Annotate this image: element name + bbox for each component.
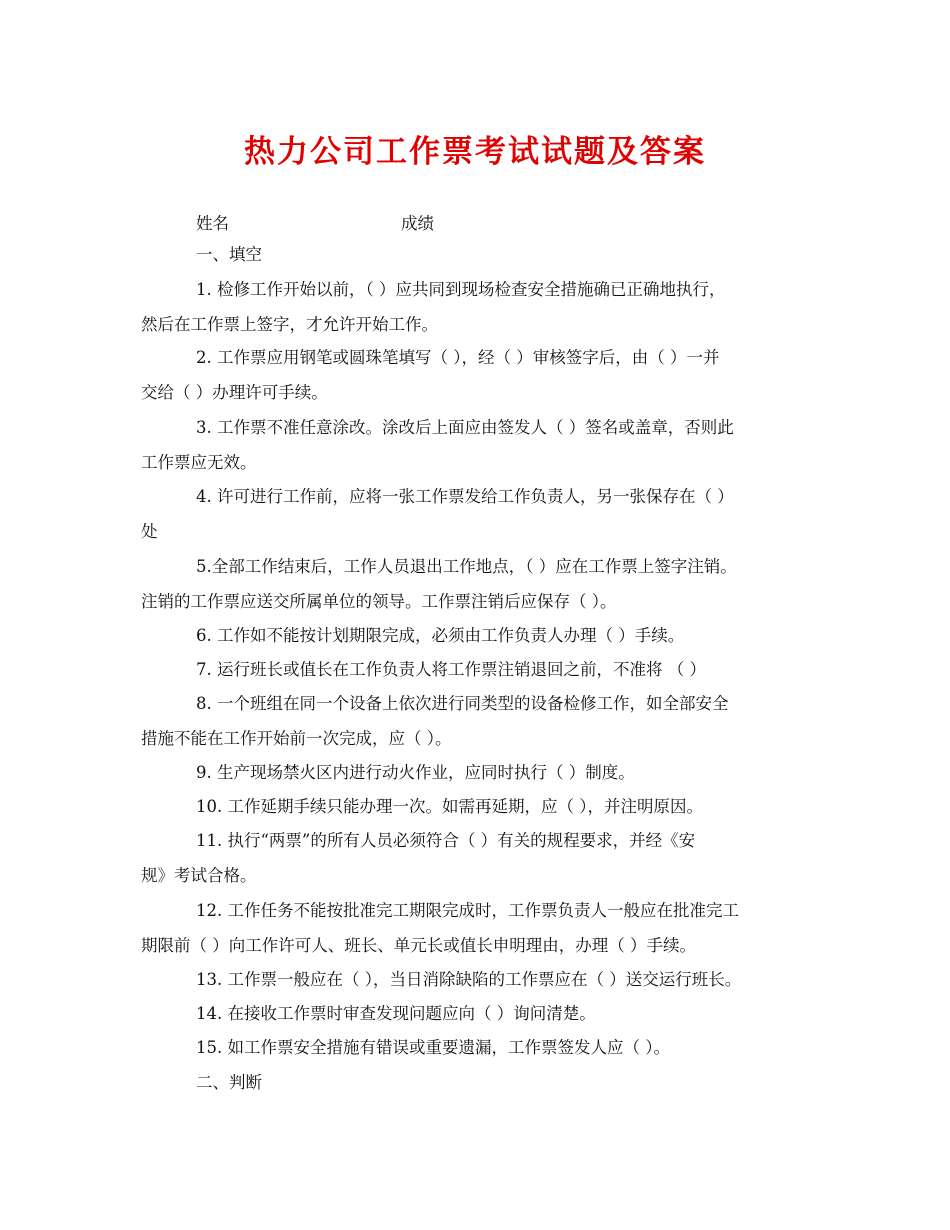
question-line: 7. 运行班长或值长在工作负责人将工作票注销退回之前，不准将 （ ）: [196, 660, 706, 679]
score-field-label: 成绩: [401, 214, 434, 233]
question-line: 6. 工作如不能按计划期限完成，必须由工作负责人办理（ ）手续。: [196, 626, 685, 645]
question-line: 1. 检修工作开始以前，（ ）应共同到现场检查安全措施确已正确地执行，: [196, 280, 726, 299]
question-line: 12. 工作任务不能按批准完工期限完成时，工作票负责人一般应在批准完工: [196, 901, 739, 920]
document-title: 热力公司工作票考试试题及答案: [244, 134, 706, 170]
question-line: 处: [141, 522, 158, 541]
question-line: 措施不能在工作开始前一次完成，应（ ）。: [141, 729, 452, 748]
question-line: 5.全部工作结束后，工作人员退出工作地点，（ ）应在工作票上签字注销。: [196, 557, 737, 576]
question-line: 2. 工作票应用钢笔或圆珠笔填写（ ），经（ ）审核签字后，由（ ）一并: [196, 348, 720, 367]
section-heading-judgment: 二、判断: [196, 1073, 262, 1092]
question-line: 交给（ ）办理许可手续。: [141, 383, 328, 402]
question-line: 10. 工作延期手续只能办理一次。如需再延期，应（ ），并注明原因。: [196, 797, 703, 816]
question-line: 9. 生产现场禁火区内进行动火作业，应同时执行（ ）制度。: [196, 763, 635, 782]
question-line: 规》考试合格。: [141, 866, 257, 885]
question-line: 注销的工作票应送交所属单位的领导。工作票注销后应保存（ ）。: [141, 592, 617, 611]
question-line: 14. 在接收工作票时审查发现问题应向（ ）询问清楚。: [196, 1004, 596, 1023]
section-heading-fill-blank: 一、填空: [196, 245, 262, 264]
question-line: 期限前（ ）向工作许可人、班长、单元长或值长申明理由，办理（ ）手续。: [141, 936, 696, 955]
question-line: 8. 一个班组在同一个设备上依次进行同类型的设备检修工作，如全部安全: [196, 694, 729, 713]
question-line: 然后在工作票上签字，才允许开始工作。: [141, 315, 438, 334]
question-line: 3. 工作票不准任意涂改。涂改后上面应由签发人（ ）签名或盖章，否则此: [196, 418, 734, 437]
question-line: 工作票应无效。: [141, 453, 257, 472]
name-field-label: 姓名: [196, 214, 229, 233]
question-line: 11. 执行“两票”的所有人员必须符合（ ）有关的规程要求，并经《安: [196, 831, 696, 850]
question-line: 15. 如工作票安全措施有错误或重要遗漏，工作票签发人应（ ）。: [196, 1038, 670, 1057]
question-line: 4. 许可进行工作前，应将一张工作票发给工作负责人，另一张保存在（ ）: [196, 487, 734, 506]
question-line: 13. 工作票一般应在（ ），当日消除缺陷的工作票应在（ ）送交运行班长。: [196, 970, 742, 989]
